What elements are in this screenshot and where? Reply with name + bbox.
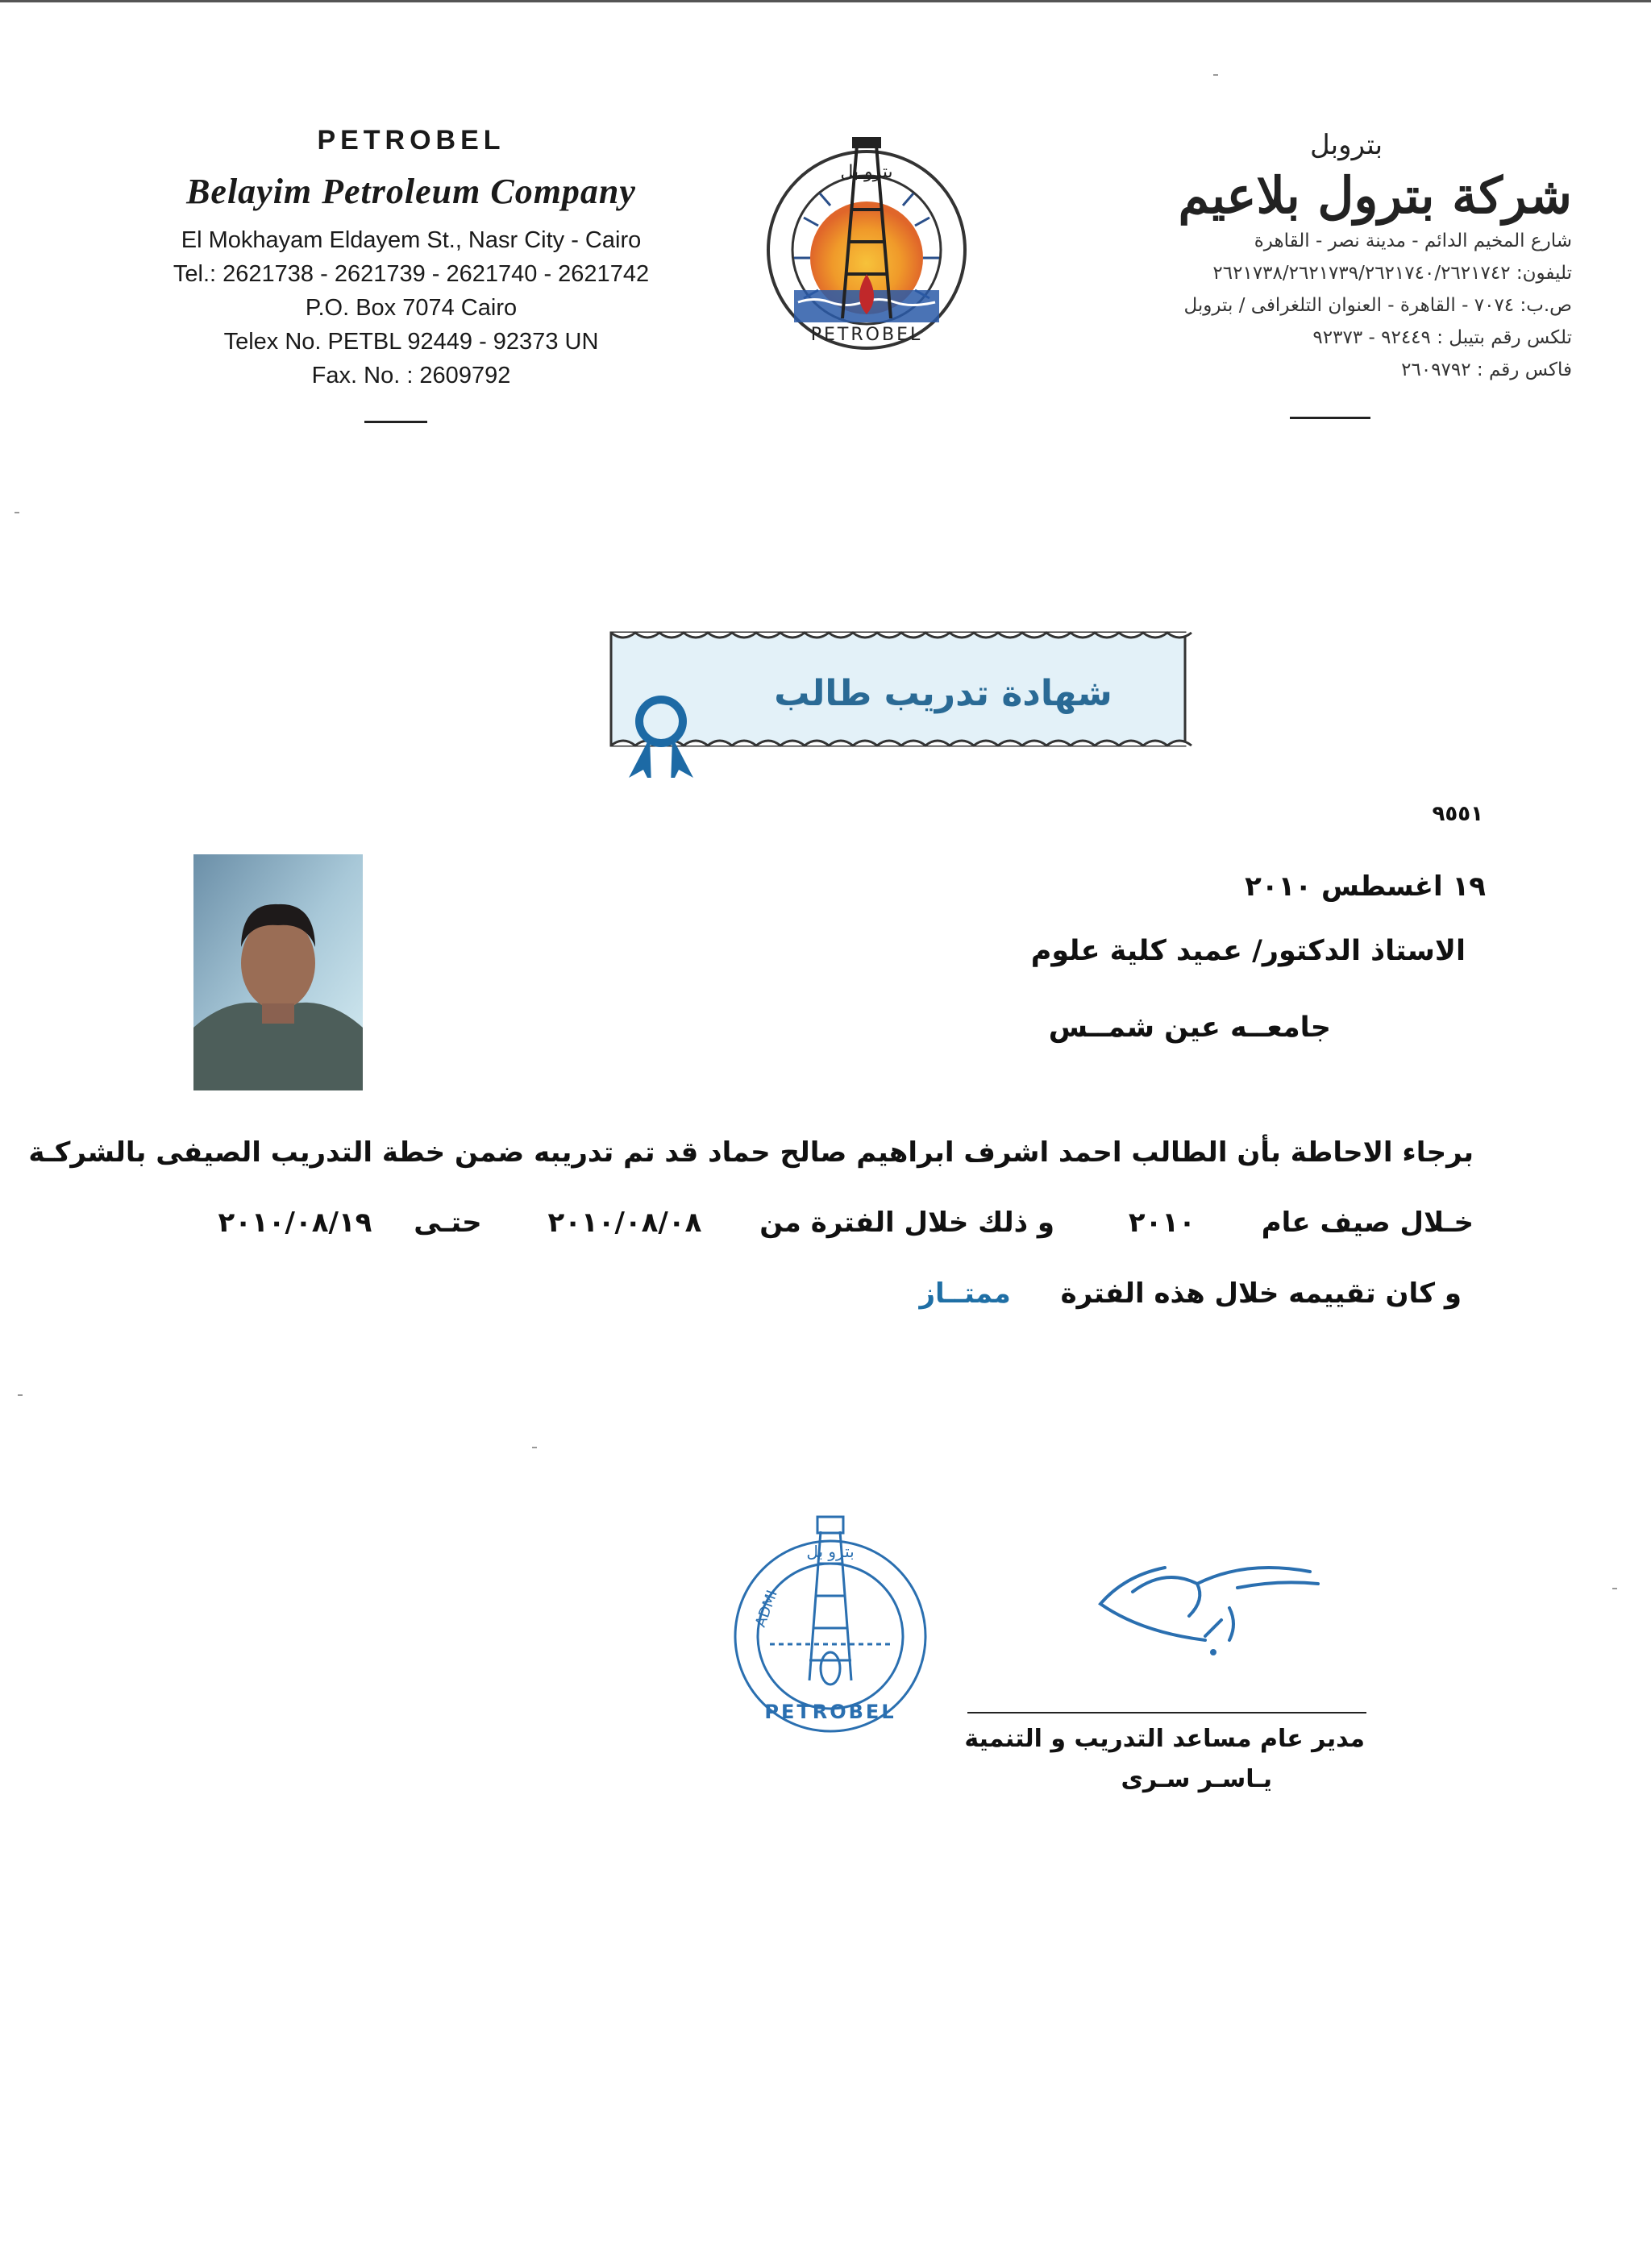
scan-speck xyxy=(18,1394,23,1396)
arabic-brand-name: بتروبل xyxy=(1309,129,1383,161)
company-address: El Mokhayam Eldayem St., Nasr City - Cairo xyxy=(181,227,642,253)
company-telex: Telex No. PETBL 92449 - 92373 UN xyxy=(223,329,599,355)
arabic-header-rule xyxy=(1290,417,1370,419)
evaluation-grade: ممتــاز xyxy=(919,1277,1011,1310)
company-fax: Fax. No. : 2609792 xyxy=(311,363,511,388)
seal-text-left: ADMI xyxy=(751,1588,781,1630)
arabic-letterhead xyxy=(1080,129,1572,386)
handwritten-signature xyxy=(1076,1543,1334,1664)
scan-speck xyxy=(532,1447,537,1448)
signatory-title: مدير عام مساعد التدريب و التنمية xyxy=(964,1725,1365,1753)
training-year: ٢٠١٠ xyxy=(1128,1207,1196,1239)
arabic-telephone: تليفون: ٢٦٢١٧٣٨/٢٦٢١٧٣٩/٢٦٢١٧٤٠/٢٦٢١٧٤٢ xyxy=(1212,263,1572,284)
period-to-label: حتـى xyxy=(414,1207,482,1239)
period-from-date: ٢٠١٠/٠٨/٠٨ xyxy=(547,1207,702,1239)
body-paragraph-1: برجاء الاحاطة بأن الطالب احمد اشرف ابراهيم صالح حماد قد تم تدريبه ضمن خطة التدريب الصيفى بالشركـة xyxy=(28,1136,1474,1169)
recipient-title: الاستاذ الدكتور/ عميد كلية علوم xyxy=(1030,935,1466,967)
certificate-title-banner xyxy=(605,625,1193,778)
signature-line xyxy=(967,1712,1366,1713)
logo-ring-text-ar: بترو بل xyxy=(840,162,893,182)
banner-title: شهادة تدريب طالب xyxy=(774,673,1112,714)
student-photo xyxy=(193,854,363,1090)
arabic-telex: تلكس رقم بتيبل : ٩٢٤٤٩ - ٩٢٣٧٣ xyxy=(1312,327,1572,348)
scan-speck xyxy=(1213,74,1218,76)
logo-ring-text-en: PETROBEL xyxy=(810,325,923,345)
summer-year-label: خـلال صيف عام xyxy=(1261,1207,1474,1239)
company-telephone: Tel.: 2621738 - 2621739 - 2621740 - 2621742 xyxy=(173,261,650,287)
petrobel-logo xyxy=(762,129,971,355)
period-to-date: ٢٠١٠/٠٨/١٩ xyxy=(218,1207,372,1239)
period-from-label: و ذلك خلال الفترة من xyxy=(759,1207,1055,1239)
seal-text-bottom: PETROBEL xyxy=(764,1701,896,1723)
letter-date: ١٩ اغسطس ٢٠١٠ xyxy=(1245,870,1486,903)
arabic-fax: فاكس رقم : ٢٦٠٩٧٩٢ xyxy=(1401,359,1572,380)
signatory-name: يـاسـر سـرى xyxy=(1121,1765,1272,1793)
reference-number: ٩٥٥١ xyxy=(1432,802,1483,826)
scan-speck xyxy=(15,512,19,513)
company-short-name: PETROBEL xyxy=(317,125,505,156)
seal-text-top: بترو بل xyxy=(806,1542,855,1561)
english-letterhead xyxy=(113,125,709,393)
arabic-po-box: ص.ب: ٧٠٧٤ - القاهرة - العنوان التلغرافى / بتروبل xyxy=(1183,295,1572,316)
company-po-box: P.O. Box 7074 Cairo xyxy=(305,295,518,321)
body-paragraph-3 xyxy=(919,1277,1462,1310)
english-header-rule xyxy=(364,421,427,423)
scan-speck xyxy=(1612,1588,1617,1589)
recipient-university: جامعــه عين شمــس xyxy=(1048,1011,1331,1044)
body-paragraph-2 xyxy=(152,1207,1474,1239)
arabic-address: شارع المخيم الدائم - مدينة نصر - القاهرة xyxy=(1254,231,1572,251)
company-seal-stamp xyxy=(726,1507,935,1741)
arabic-company-name: شركة بترول بلاعيم xyxy=(1178,166,1572,225)
scan-top-edge xyxy=(0,0,1651,2)
evaluation-label: و كان تقييمه خلال هذه الفترة xyxy=(1060,1277,1462,1310)
company-full-name: Belayim Petroleum Company xyxy=(186,172,636,211)
